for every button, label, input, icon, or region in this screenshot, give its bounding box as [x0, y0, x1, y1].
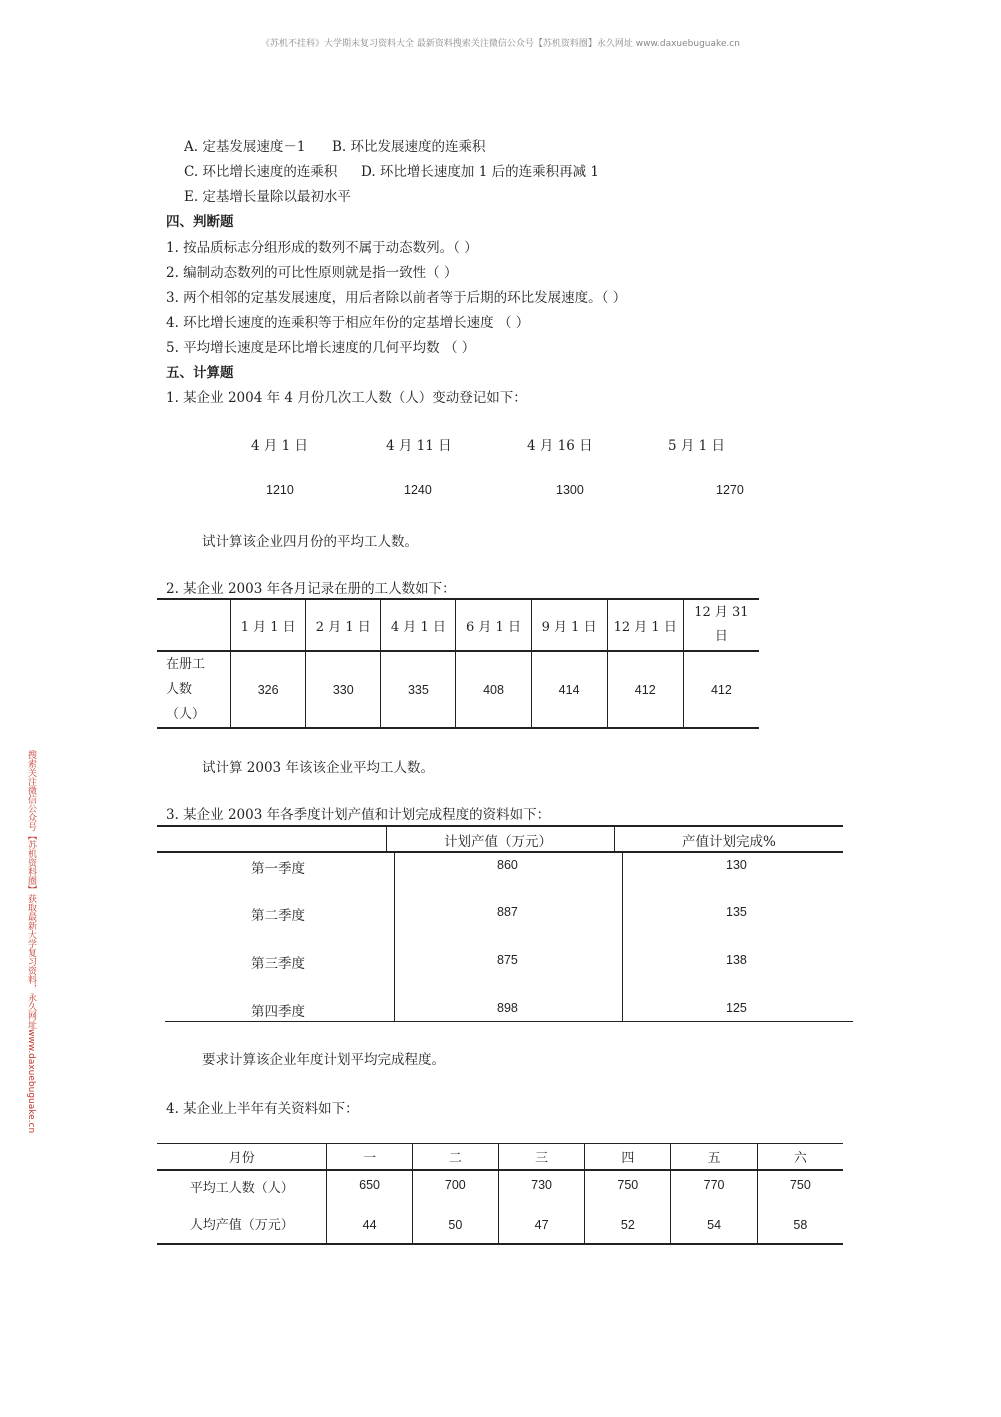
q4-month: 一 — [327, 1144, 412, 1170]
q3-body-divider — [394, 852, 395, 1022]
q3-plan: 898 — [497, 1001, 518, 1015]
q3-col-plan: 计划产值（万元） — [444, 834, 552, 850]
q3-header-divider — [386, 825, 387, 852]
judge-item-3: 3. 两个相邻的定基发展速度，用后者除以前者等于后期的环比发展速度。（ ） — [166, 290, 627, 306]
q3-body-divider — [622, 852, 623, 1022]
q3-pct: 130 — [726, 858, 747, 872]
q1-value: 1240 — [404, 483, 432, 497]
q4-workers: 730 — [498, 1170, 584, 1208]
q3-top-rule — [157, 825, 843, 827]
q4-workers-label: 平均工人数（人） — [189, 1180, 294, 1196]
q4-month-label: 月份 — [228, 1150, 255, 1166]
q4-output: 52 — [585, 1208, 671, 1244]
q4-month: 三 — [498, 1144, 584, 1170]
q4-month: 四 — [585, 1144, 671, 1170]
q2-header: 6 月 1 日 — [456, 599, 531, 651]
option-a: A. 定基发展速度－1 — [184, 139, 306, 155]
q2-row-label-line3: （人） — [166, 707, 206, 722]
q2-header: 12 月 1 日 — [607, 599, 683, 651]
q2-value: 412 — [607, 651, 683, 728]
q3-row-label: 第三季度 — [251, 956, 305, 972]
q2-ask: 试计算 2003 年该该企业平均工人数。 — [202, 760, 434, 776]
q3-bottom-rule — [165, 1021, 853, 1022]
q2-corner-cell — [157, 599, 231, 651]
q2-header: 1 月 1 日 — [231, 599, 306, 651]
q3-row-label: 第一季度 — [251, 861, 305, 877]
q2-table — [157, 598, 759, 729]
q2-header: 9 月 1 日 — [531, 599, 607, 651]
q2-header-last — [683, 599, 759, 651]
q3-plan: 887 — [497, 905, 518, 919]
q2-row-label — [157, 651, 231, 728]
q4-output-label: 人均产值（万元） — [189, 1217, 294, 1233]
q2-header-last-line2: 日 — [714, 629, 728, 644]
q4-text: 4. 某企业上半年有关资料如下： — [166, 1101, 359, 1117]
q4-output: 50 — [412, 1208, 498, 1244]
judge-item-1: 1. 按品质标志分组形成的数列不属于动态数列。（ ） — [166, 240, 478, 256]
judge-item-4: 4. 环比增长速度的连乘积等于相应年份的定基增长速度 （ ） — [166, 315, 530, 331]
section-4-title: 四、判断题 — [166, 214, 234, 230]
q2-header: 4 月 1 日 — [381, 599, 456, 651]
q4-workers: 650 — [327, 1170, 412, 1208]
q1-text: 1. 某企业 2004 年 4 月份几次工人数（人）变动登记如下： — [166, 390, 527, 406]
option-b: B. 环比发展速度的连乘积 — [332, 139, 486, 155]
q3-pct: 138 — [726, 953, 747, 967]
q4-workers: 770 — [671, 1170, 757, 1208]
page-header: 《苏机不挂科》大学期末复习资料大全 最新资料搜索关注微信公众号【苏机资料圈】永久网址 www.daxuebuguake.cn — [261, 39, 740, 49]
q2-row-label-line1: 在册工 — [166, 657, 206, 672]
q2-text: 2. 某企业 2003 年各月记录在册的工人数如下： — [166, 581, 456, 597]
q1-value: 1300 — [556, 483, 584, 497]
section-5-title: 五、计算题 — [166, 365, 234, 381]
q2-value: 326 — [231, 651, 306, 728]
q1-date: 5 月 1 日 — [668, 438, 726, 454]
q4-workers: 750 — [757, 1170, 843, 1208]
judge-item-5: 5. 平均增长速度是环比增长速度的几何平均数 （ ） — [166, 340, 476, 356]
q3-pct: 135 — [726, 905, 747, 919]
q3-ask: 要求计算该企业年度计划平均完成程度。 — [202, 1052, 445, 1068]
q4-output: 44 — [327, 1208, 412, 1244]
q2-value: 408 — [456, 651, 531, 728]
q1-ask: 试计算该企业四月份的平均工人数。 — [202, 534, 418, 550]
q4-month: 二 — [412, 1144, 498, 1170]
q3-row-label: 第四季度 — [251, 1004, 305, 1020]
q4-output: 54 — [671, 1208, 757, 1244]
q2-header-last-line1: 12 月 31 — [694, 605, 749, 620]
q1-date: 4 月 11 日 — [386, 438, 452, 454]
q2-row-label-line2: 人数 — [166, 682, 193, 697]
q3-plan: 875 — [497, 953, 518, 967]
option-d: D. 环比增长速度加 1 后的连乘积再减 1 — [361, 164, 599, 180]
q1-value: 1210 — [266, 483, 294, 497]
q4-output: 58 — [757, 1208, 843, 1244]
option-c: C. 环比增长速度的连乘积 — [184, 164, 338, 180]
q3-pct: 125 — [726, 1001, 747, 1015]
q3-text: 3. 某企业 2003 年各季度计划产值和计划完成程度的资料如下： — [166, 807, 551, 823]
q2-value: 412 — [683, 651, 759, 728]
q4-workers: 750 — [585, 1170, 671, 1208]
q3-col-pct: 产值计划完成% — [682, 834, 776, 850]
option-e: E. 定基增长量除以最初水平 — [184, 189, 351, 205]
q4-workers: 700 — [412, 1170, 498, 1208]
q3-row-label: 第二季度 — [251, 908, 305, 924]
q2-value: 330 — [306, 651, 381, 728]
q4-month: 五 — [671, 1144, 757, 1170]
q3-header-rule — [157, 851, 843, 853]
q2-header: 2 月 1 日 — [306, 599, 381, 651]
judge-item-2: 2. 编制动态数列的可比性原则就是指一致性（ ） — [166, 265, 458, 281]
side-watermark: 搜索关注微信公众号【苏机资料圈】获取最新大学复习资料，永久网址www.daxuebuguake.cn — [26, 750, 36, 1134]
q4-month: 六 — [757, 1144, 843, 1170]
q1-date: 4 月 16 日 — [527, 438, 593, 454]
q4-output: 47 — [498, 1208, 584, 1244]
q3-header-divider — [614, 825, 615, 852]
q2-value: 335 — [381, 651, 456, 728]
q2-value: 414 — [531, 651, 607, 728]
q1-date: 4 月 1 日 — [251, 438, 309, 454]
q1-value: 1270 — [716, 483, 744, 497]
q4-table — [157, 1143, 843, 1245]
q3-plan: 860 — [497, 858, 518, 872]
